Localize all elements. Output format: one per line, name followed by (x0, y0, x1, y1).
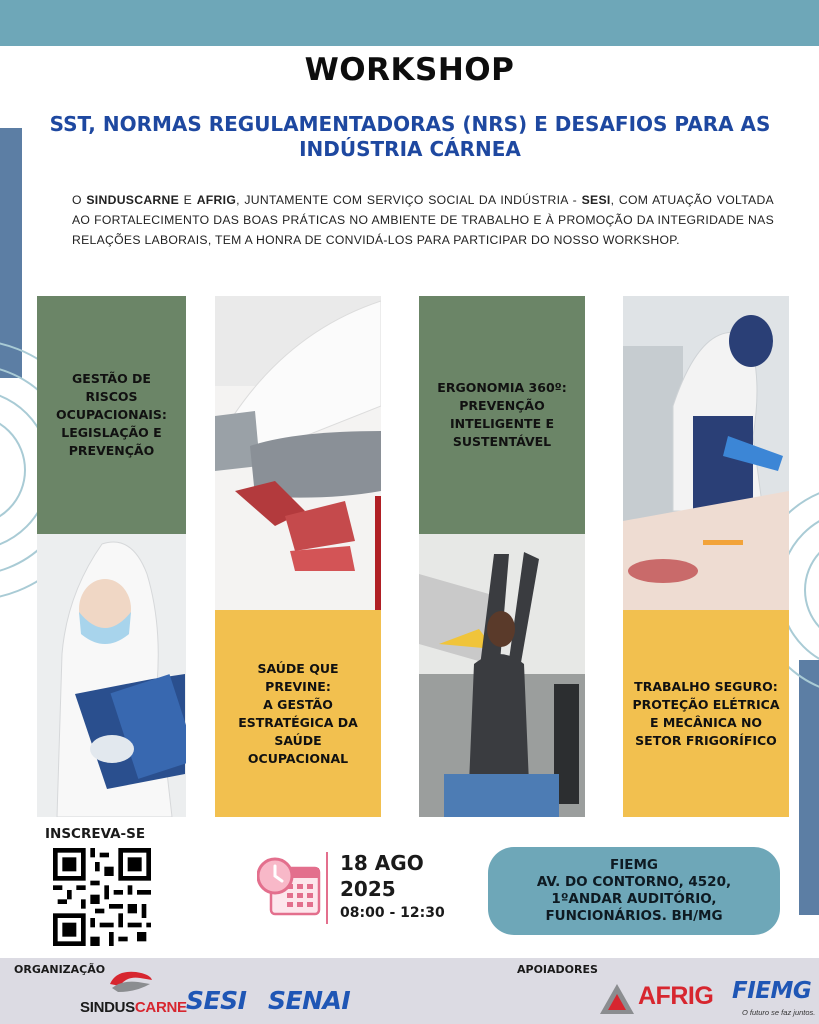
subtitle-line-2: INDÚSTRIA CÁRNEA (299, 137, 521, 161)
intro-org-sinduscarne: SINDUSCARNE (86, 193, 180, 207)
organization-label: ORGANIZAÇÃO (14, 963, 106, 976)
supporters-label: APOIADORES (517, 963, 598, 976)
afrig-triangle-icon (598, 982, 636, 1016)
topic-line: ERGONOMIA 360º: (437, 380, 567, 395)
topic-line: LEGISLAÇÃO E (61, 425, 162, 440)
topic-risk-management (37, 296, 186, 534)
topic-line: PROTEÇÃO ELÉTRICA (632, 696, 780, 712)
topic-line: OCUPACIONAIS: (56, 407, 167, 422)
sinduscarne-wordmark-part: SINDUS (80, 999, 135, 1016)
topic-line: SETOR FRIGORÍFICO (635, 732, 777, 748)
page-title: WORKSHOP (304, 52, 515, 88)
photo-office-stretching (419, 534, 585, 817)
intro-text-2: E (179, 193, 197, 207)
intro-text-1: O (72, 193, 87, 207)
intro-org-afrig: AFRIG (196, 193, 237, 207)
topic-line: GESTÃO DE RISCOS (72, 371, 151, 404)
topic-occupational-health (215, 610, 381, 817)
event-time: 08:00 - 12:30 (340, 905, 445, 921)
intro-org-sesi: SESI (581, 193, 611, 207)
topic-line: E MECÂNICA NO (649, 714, 763, 730)
event-date (340, 850, 424, 902)
topic-line: PREVENÇÃO (459, 398, 545, 413)
afrig-wordmark: AFRIG (638, 982, 714, 1010)
topic-work-safety (623, 610, 789, 817)
page-subtitle (20, 112, 800, 162)
venue-line: AV. DO CONTORNO, 4520, (536, 874, 732, 890)
topic-ergonomics (419, 296, 585, 534)
intro-paragraph (72, 190, 774, 250)
sinduscarne-emblem-icon (106, 968, 156, 994)
register-label: INSCREVA-SE (45, 826, 146, 842)
subtitle-line-1: SST, NORMAS REGULAMENTADORAS (NRS) E DESAFIOS PARA AS (49, 112, 771, 136)
intro-text-3: , JUNTAMENTE COM SERVIÇO SOCIAL DA INDÚSTRIA - (236, 193, 582, 207)
sinduscarne-wordmark (80, 999, 187, 1016)
sinduscarne-wordmark-part: CARNE (134, 999, 187, 1016)
top-banner-bar (0, 0, 819, 46)
senai-logo: SENAI (268, 986, 351, 1015)
venue-address-box (488, 847, 780, 935)
afrig-logo (598, 980, 722, 1020)
calendar-clock-icon (257, 856, 321, 918)
photo-meat-cutting-gloves (215, 296, 381, 610)
photo-meat-processing-worker (623, 296, 789, 610)
topic-line: PREVENÇÃO (68, 443, 155, 458)
venue-line: 1ºANDAR AUDITÓRIO, (551, 891, 717, 907)
event-date-year: 2025 (340, 877, 396, 901)
sinduscarne-logo (80, 968, 187, 1020)
qr-code[interactable] (53, 848, 151, 946)
venue-line: FIEMG (610, 857, 658, 873)
venue-line: FUNCIONÁRIOS. BH/MG (545, 908, 723, 924)
topic-line: SAÚDE OCUPACIONAL (247, 732, 349, 766)
event-date-day-month: 18 AGO (340, 851, 424, 875)
sesi-logo: SESI (186, 986, 247, 1015)
fiemg-wordmark: FIEMG (732, 978, 812, 1004)
intro-text-4: , COM ATUAÇÃO VOLTADA AO FORTALECIMENTO DAS BOAS PRÁTICAS NO AMBIENTE DE TRABALHO E À PROMOÇÃO DA INTEGRIDADE NAS RELAÇÕES LABORAIS, TEM A HONRA DE CONVIDÁ-LOS PARA PARTICIPAR DO NOSSO WORKSHOP. (72, 193, 774, 247)
topic-line: A GESTÃO (263, 696, 333, 712)
topic-line: SAÚDE QUE PREVINE: (257, 660, 339, 694)
fiemg-tagline: O futuro se faz juntos. (742, 1008, 816, 1017)
topic-line: SUSTENTÁVEL (452, 434, 552, 449)
fiemg-logo (730, 978, 816, 1020)
topic-line: ESTRATÉGICA DA (238, 714, 358, 730)
date-divider (326, 852, 328, 924)
topic-line: TRABALHO SEGURO: (634, 678, 778, 694)
photo-protective-suit-worker (37, 534, 186, 817)
right-decor-stripe (799, 660, 819, 915)
topic-line: INTELIGENTE E (449, 416, 554, 431)
left-decor-stripe (0, 128, 22, 378)
